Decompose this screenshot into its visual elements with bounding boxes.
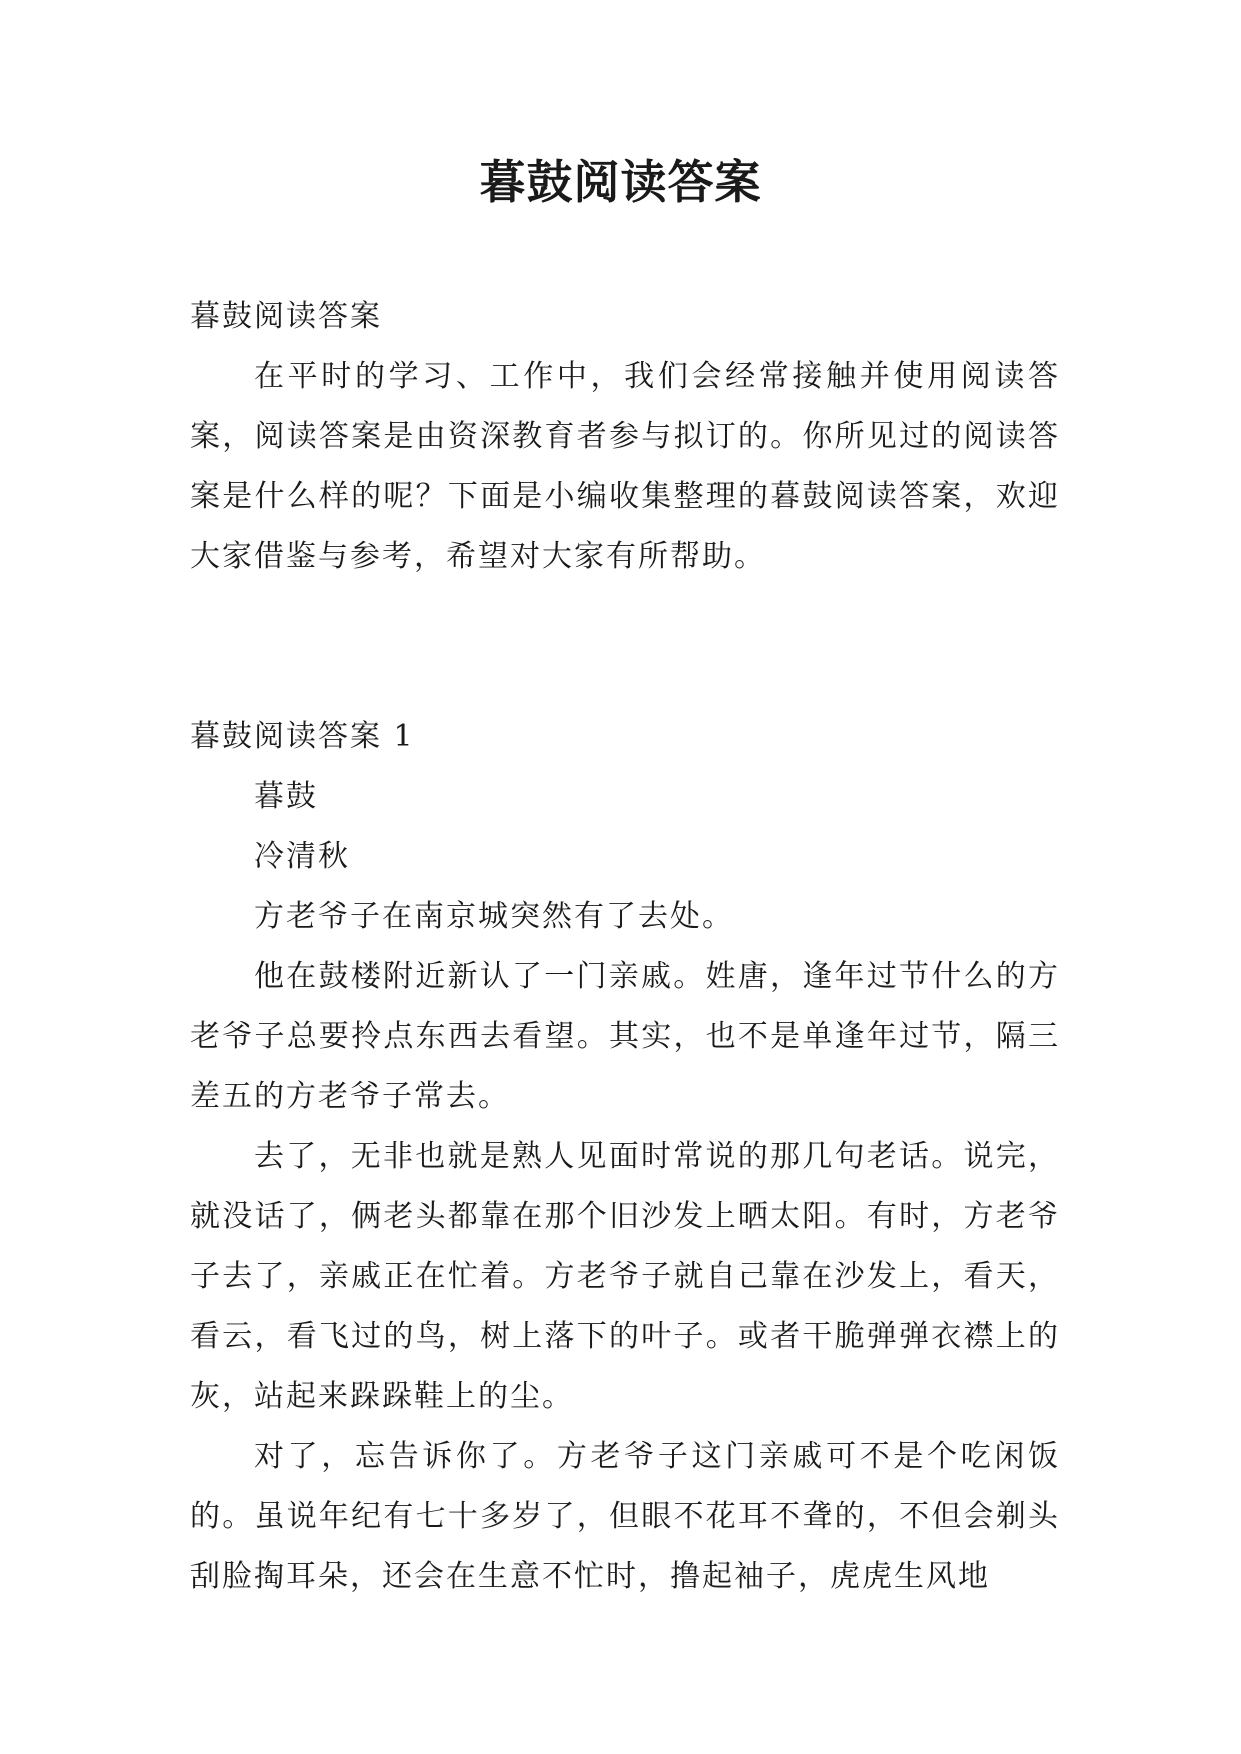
story-paragraph: 对了，忘告诉你了。方老爷子这门亲戚可不是个吃闲饭的。虽说年纪有七十多岁了，但眼不花耳不聋的，不但会剃头刮脸掏耳朵，还会在生意不忙时，撸起袖子，虎虎生风地 — [190, 1439, 1060, 1594]
story-author: 冷清秋 — [254, 839, 350, 874]
section-spacer — [190, 587, 1060, 707]
story-title: 暮鼓 — [254, 779, 318, 814]
story-paragraph: 他在鼓楼附近新认了一门亲戚。姓唐，逢年过节什么的方老爷子总要拎点东西去看望。其实，也不是单逢年过节，隔三差五的方老爷子常去。 — [190, 959, 1060, 1114]
section-heading: 暮鼓阅读答案 1 — [190, 719, 415, 754]
intro-heading: 暮鼓阅读答案 — [190, 299, 382, 334]
document-title: 暮鼓阅读答案 — [479, 155, 762, 209]
story-paragraph: 去了，无非也就是熟人见面时常说的那几句老话。说完，就没话了，俩老头都靠在那个旧沙发上晒太阳。有时，方老爷子去了，亲戚正在忙着。方老爷子就自己靠在沙发上，看天，看云，看飞过的鸟，树上落下的叶子。或者干脆弹弹衣襟上的灰，站起来跺跺鞋上的尘。 — [190, 1139, 1060, 1414]
document-body — [190, 287, 1060, 1607]
intro-paragraph: 在平时的学习、工作中，我们会经常接触并使用阅读答案，阅读答案是由资深教育者参与拟订的。你所见过的阅读答案是什么样的呢？下面是小编收集整理的暮鼓阅读答案，欢迎大家借鉴与参考，希望对大家有所帮助。 — [190, 359, 1060, 574]
story-paragraph: 方老爷子在南京城突然有了去处。 — [254, 899, 734, 934]
